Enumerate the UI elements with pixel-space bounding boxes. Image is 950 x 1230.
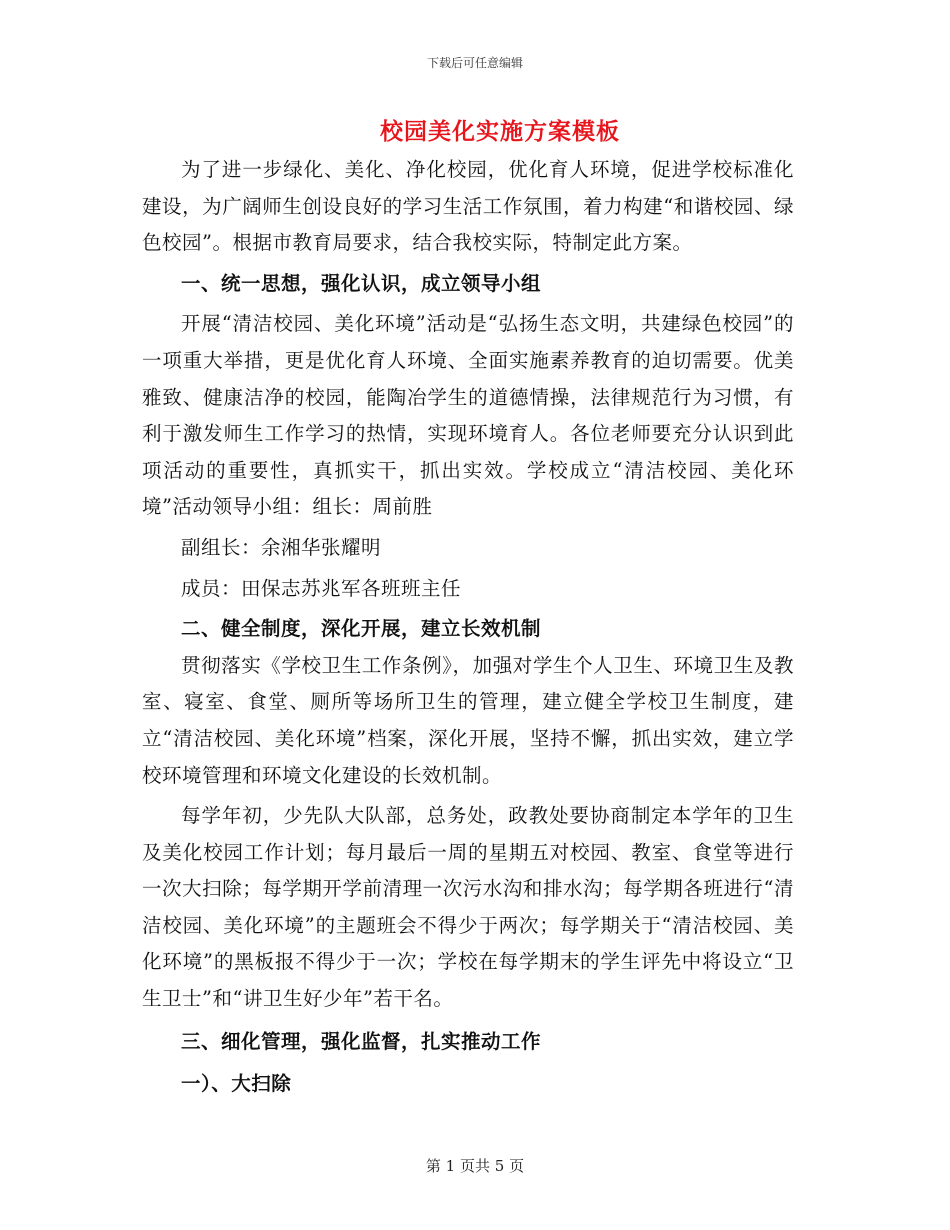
section-3-subheading: 一）、大扫除 bbox=[181, 1072, 292, 1096]
deputy-leaders: 副组长：余湘华张耀明 bbox=[181, 535, 382, 559]
group-members: 成员：田保志苏兆军各班班主任 bbox=[181, 576, 462, 600]
section-1-heading: 一、统一思想，强化认识，成立领导小组 bbox=[181, 271, 542, 295]
document-body bbox=[142, 152, 794, 1103]
section-3-heading: 三、细化管理，强化监督，扎实推动工作 bbox=[181, 1029, 542, 1053]
section-1-paragraph: 开展“清洁校园、美化环境”活动是“弘扬生态文明，共建绿色校园”的一项重大举措，更是优化育人环境、全面实施素养教育的迫切需要。优美雅致、健康洁净的校园，能陶冶学生的道德情操，法律规范行为习惯，有利于激发师生工作学习的热情，实现环境育人。各位老师要充分认识到此项活动的重要性，真抓实干，抓出实效。学校成立“清洁校园、美化环境”活动领导小组：组长：周前胜 bbox=[142, 312, 794, 519]
section-2-paragraph-2: 每学年初，少先队大队部，总务处，政教处要协商制定本学年的卫生及美化校园工作计划；每月最后一周的星期五对校园、教室、食堂等进行一次大扫除；每学期开学前清理一次污水沟和排水沟；每学期各班进行“清洁校园、美化环境”的主题班会不得少于两次；每学期关于“清洁校园、美化环境”的黑板报不得少于一次；学校在每学期末的学生评先中将设立“卫生卫士”和“讲卫生好少年”若干名。 bbox=[142, 804, 794, 1011]
header-note: 下载后可任意编辑 bbox=[426, 56, 523, 70]
intro-paragraph: 为了进一步绿化、美化、净化校园，优化育人环境，促进学校标准化建设，为广阔师生创设良好的学习生活工作氛围，着力构建“和谐校园、绿色校园”。根据市教育局要求，结合我校实际，特制定此方案。 bbox=[142, 158, 794, 255]
page-number: 第 1 页共 5 页 bbox=[425, 1157, 525, 1175]
document-title: 校园美化实施方案模板 bbox=[380, 118, 620, 145]
section-2-heading: 二、健全制度，深化开展，建立长效机制 bbox=[181, 617, 542, 641]
section-2-paragraph-1: 贯彻落实《学校卫生工作条例》，加强对学生个人卫生、环境卫生及教室、寝室、食堂、厕所等场所卫生的管理，建立健全学校卫生制度，建立“清洁校园、美化环境”档案，深化开展，坚持不懈，抓出实效，建立学校环境管理和环境文化建设的长效机制。 bbox=[142, 653, 794, 787]
